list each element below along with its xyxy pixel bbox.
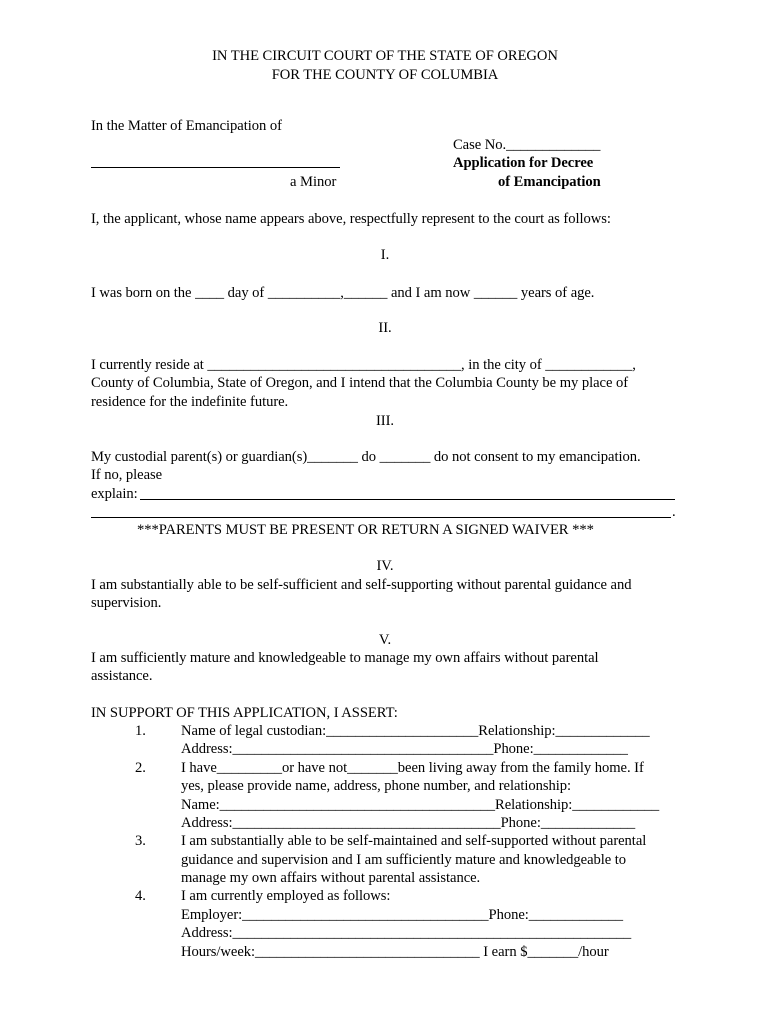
matter-line: In the Matter of Emancipation of [91, 118, 282, 134]
item-number-1: 1. [135, 723, 146, 739]
section-numeral-1: I. [380, 247, 390, 263]
item-number-4: 4. [135, 888, 146, 904]
waiver-notice: ***PARENTS MUST BE PRESENT OR RETURN A SIGNED WAIVER *** [137, 522, 594, 538]
custodian-address-line[interactable]: Address:____________________________________Phone:_____________ [181, 741, 628, 757]
self-maintained-line3: manage my own affairs without parental assistance. [181, 870, 481, 886]
item-number-2: 2. [135, 760, 146, 776]
provide-info-line: yes, please provide name, address, phone number, and relationship: [181, 778, 572, 794]
self-maintained-line1: I am substantially able to be self-maintained and self-supported without parental [181, 833, 647, 849]
employer-address-line[interactable]: Address:_______________________________________________________ [181, 925, 632, 941]
residence-statement-end: residence for the indefinite future. [91, 394, 289, 410]
county-heading: FOR THE COUNTY OF COLUMBIA [271, 67, 499, 83]
case-number-field[interactable]: Case No._____________ [453, 137, 601, 153]
residence-address-line[interactable]: Address:_____________________________________Phone:_____________ [181, 815, 636, 831]
section-numeral-3: III. [375, 413, 395, 429]
document-title-line1: Application for Decree [453, 155, 594, 171]
residence-line[interactable]: I currently reside at ___________________________________, in the city of ____________, [91, 357, 636, 373]
section-numeral-5: V. [378, 632, 392, 648]
living-away-line[interactable]: I have_________or have not_______been living away from the family home. If [181, 760, 644, 776]
item-number-3: 3. [135, 833, 146, 849]
employer-line[interactable]: Employer:__________________________________Phone:_____________ [181, 907, 623, 923]
if-no-label: If no, please [91, 467, 163, 483]
self-maintained-line2: guidance and supervision and I am sufficiently mature and knowledgeable to [181, 852, 627, 868]
county-statement: County of Columbia, State of Oregon, and I intend that the Columbia County be my place of [91, 375, 629, 391]
explain-period: . [672, 504, 676, 520]
section-numeral-2: II. [378, 320, 392, 336]
self-sufficient-line1: I am substantially able to be self-sufficient and self-supporting without parental guidance and [91, 577, 632, 593]
employment-line: I am currently employed as follows: [181, 888, 391, 904]
custodian-name-line[interactable]: Name of legal custodian:_____________________Relationship:_____________ [181, 723, 650, 739]
document-title-line2: of Emancipation [498, 174, 601, 190]
minor-name-line[interactable] [91, 167, 340, 168]
consent-line[interactable]: My custodial parent(s) or guardian(s)_______ do _______ do not consent to my emancipation. [91, 449, 641, 465]
explain-line-2[interactable] [91, 517, 671, 518]
mature-line2: assistance. [91, 668, 153, 684]
hours-earnings-line[interactable]: Hours/week:_______________________________ I earn $_______/hour [181, 944, 609, 960]
explain-line-1[interactable] [140, 499, 675, 500]
minor-label: a Minor [290, 174, 337, 190]
residence-name-line[interactable]: Name:______________________________________Relationship:____________ [181, 797, 660, 813]
court-heading: IN THE CIRCUIT COURT OF THE STATE OF OREGON [212, 48, 558, 64]
mature-line1: I am sufficiently mature and knowledgeable to manage my own affairs without parental [91, 650, 599, 666]
support-heading: IN SUPPORT OF THIS APPLICATION, I ASSERT: [91, 705, 398, 721]
explain-label: explain: [91, 486, 138, 502]
section-numeral-4: IV. [376, 558, 394, 574]
self-sufficient-line2: supervision. [91, 595, 162, 611]
birth-age-line[interactable]: I was born on the ____ day of __________,______ and I am now ______ years of age. [91, 285, 595, 301]
intro-statement: I, the applicant, whose name appears above, respectfully represent to the court as follows: [91, 211, 611, 227]
